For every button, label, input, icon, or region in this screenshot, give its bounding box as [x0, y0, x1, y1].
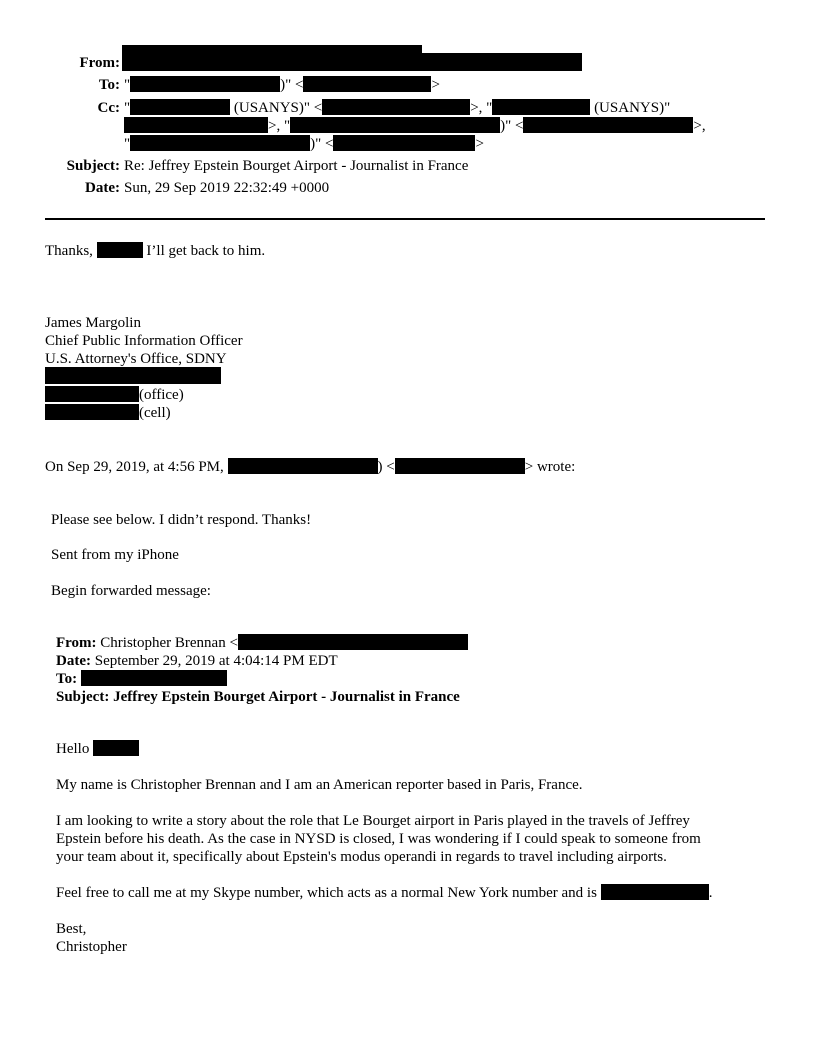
redaction-block — [124, 117, 268, 133]
signature-office-phone — [45, 386, 184, 404]
reply-text: Thanks, — [45, 243, 93, 259]
quote-line: Begin forwarded message: — [51, 583, 211, 599]
cc-line-3 — [124, 135, 484, 153]
reply-text: I’ll get back to him. — [146, 243, 266, 259]
redaction-block — [333, 135, 475, 151]
greeting-text: Hello — [56, 741, 90, 757]
redaction-block — [290, 117, 500, 133]
body-text: Feel free to call me at my Skype number, which acts as a normal New York number and is — [56, 885, 597, 901]
quote-text: On Sep 29, 2019, at 4:56 PM, — [45, 459, 224, 475]
cc-text: (USANYS)" < — [230, 100, 323, 116]
forwarded-to-label: To: — [56, 671, 78, 687]
quote-line: Sent from my iPhone — [51, 547, 179, 563]
subject-value: Re: Jeffrey Epstein Bourget Airport - Journalist in France — [124, 158, 469, 174]
header-divider — [45, 218, 765, 220]
signature-name: James Margolin — [45, 315, 141, 331]
body-paragraph: My name is Christopher Brennan and I am an American reporter based in Paris, France. — [56, 777, 583, 793]
cc-text: > — [475, 136, 484, 152]
redaction-block — [93, 740, 139, 756]
signature-cell-phone — [45, 404, 171, 422]
forwarded-to — [56, 670, 227, 688]
cc-line-1 — [124, 99, 670, 117]
redaction-block — [45, 367, 221, 384]
forwarded-date-label: Date: — [56, 653, 91, 669]
cc-text: >, " — [268, 118, 291, 134]
redaction-block — [601, 884, 709, 900]
forwarded-date-value: September 29, 2019 at 4:04:14 PM EDT — [94, 653, 338, 669]
date-label: Date: — [85, 180, 120, 196]
redaction-block — [130, 76, 280, 92]
redaction-block — [523, 117, 693, 133]
greeting — [56, 740, 139, 758]
to-label: To: — [98, 77, 120, 93]
body-paragraph-line: Epstein before his death. As the case in NYSD is closed, I was wondering if I could speak to someone from — [56, 831, 701, 847]
body-paragraph-line: your team about it, specifically about Epstein's modus operandi in regards to travel including airports. — [56, 849, 667, 865]
cc-text: " — [124, 136, 131, 152]
cc-text: (USANYS)" — [590, 100, 671, 116]
redaction-block — [395, 458, 525, 474]
forwarded-subject: Subject: Jeffrey Epstein Bourget Airport - Journalist in France — [56, 689, 460, 705]
to-text: " — [124, 77, 131, 93]
redaction-block — [122, 45, 422, 53]
forwarded-from-value: Christopher Brennan < — [100, 635, 238, 651]
redaction-block — [130, 99, 230, 115]
to-value — [124, 76, 440, 94]
redaction-block — [45, 404, 139, 420]
forwarded-from — [56, 634, 468, 652]
redaction-block — [322, 99, 470, 115]
signature-office: U.S. Attorney's Office, SDNY — [45, 351, 227, 367]
reply-line — [45, 242, 265, 260]
cc-text: >, — [693, 118, 706, 134]
cc-label: Cc: — [97, 100, 120, 116]
redaction-block — [303, 76, 431, 92]
to-text: )" < — [280, 77, 304, 93]
redaction-block — [238, 634, 468, 650]
body-text: . — [708, 885, 713, 901]
redaction-block — [492, 99, 590, 115]
cc-text: )" < — [500, 118, 524, 134]
quote-text: > wrote: — [524, 459, 576, 475]
from-label: From: — [79, 55, 120, 71]
signature-title: Chief Public Information Officer — [45, 333, 243, 349]
cc-text: )" < — [310, 136, 334, 152]
redaction-block — [122, 53, 582, 71]
redaction-block — [130, 135, 310, 151]
body-paragraph — [56, 884, 712, 902]
forwarded-from-label: From: — [56, 635, 97, 651]
forwarded-date — [56, 652, 338, 670]
cc-text: >, " — [470, 100, 493, 116]
quote-text: ) < — [377, 459, 395, 475]
redaction-block — [81, 670, 227, 686]
signature-text: (cell) — [139, 405, 171, 421]
redaction-block — [228, 458, 378, 474]
date-value: Sun, 29 Sep 2019 22:32:49 +0000 — [124, 180, 330, 196]
cc-line-2 — [124, 117, 706, 135]
signature-text: (office) — [139, 387, 184, 403]
to-text: > — [431, 77, 440, 93]
signoff: Christopher — [56, 939, 127, 955]
redaction-block — [45, 386, 139, 402]
redaction-block — [97, 242, 143, 258]
quote-line: Please see below. I didn’t respond. Thanks! — [51, 512, 312, 528]
subject-label: Subject: — [66, 158, 120, 174]
cc-text: " — [124, 100, 131, 116]
closing: Best, — [56, 921, 87, 937]
quote-intro — [45, 458, 575, 476]
body-paragraph-line: I am looking to write a story about the role that Le Bourget airport in Paris played in the travels of Jeffrey — [56, 813, 690, 829]
